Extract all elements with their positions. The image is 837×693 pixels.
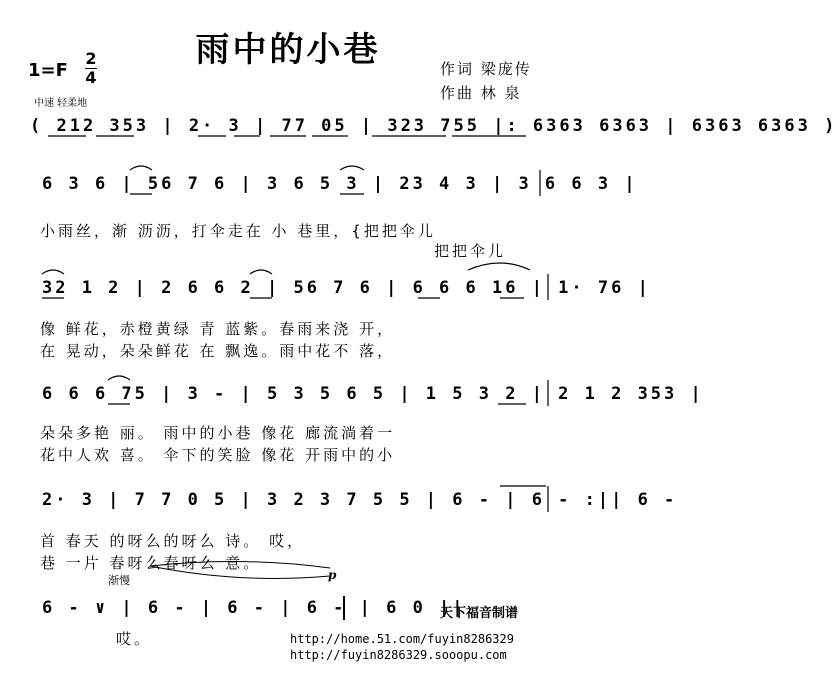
row2-lyrics-verse1: 像 鲜花，赤橙黄绿 青 蓝紫。春雨来浇 开， (40, 320, 396, 338)
row3-notes: 6 6 6 75 | 3 - | 5 3 5 6 5 | 1 5 3 2 | 2 1 2 353 | (42, 384, 704, 404)
row1-notes: 6 3 6 | 56 7 6 | 3 6 5 3 | 23 4 3 | 3 6 6 3 | (42, 174, 638, 194)
footer-url-2[interactable]: http://fuyin8286329.sooopu.com (290, 648, 507, 662)
key-signature: 1=F (28, 60, 68, 81)
footer-url-1[interactable]: http://home.51.com/fuyin8286329 (290, 632, 514, 646)
row4-marks (500, 486, 548, 512)
row2-lyrics-verse2: 在 晃动，朵朵鲜花 在 飘逸。雨中花不 落， (40, 342, 396, 360)
ritard-hairpin (150, 561, 330, 578)
row5-notes: 6 - ∨ | 6 - | 6 - | 6 - | 6 0 || (42, 598, 466, 618)
row4-notes: 2· 3 | 7 7 0 5 | 3 2 3 7 5 5 | 6 - | 6 - :|| 6 - (42, 490, 678, 510)
row3-marks (108, 376, 548, 406)
brand-label: 天下福音制谱 (440, 606, 519, 621)
ritard-marking: 渐慢 (108, 574, 130, 587)
lyricist-credit: 作词 梁庞传 (440, 60, 532, 78)
song-title: 雨中的小巷 (195, 30, 381, 70)
composer-credit: 作曲 林 泉 (440, 84, 522, 102)
row2-marks (42, 263, 548, 300)
row1-lyrics-verse1: 小雨丝，渐 沥沥，打伞走在 小 巷里，{把把伞儿 (40, 222, 436, 240)
row2-notes: 32 1 2 | 2 6 6 2 | 56 7 6 | 6 6 6 16 | 1· 76 | (42, 278, 651, 298)
time-signature-top: 2 (85, 49, 97, 68)
row3-lyrics-verse1: 朵朵多艳 丽。 雨中的小巷 像花 廊流淌着一 (40, 424, 396, 442)
dynamic-marking: p (328, 568, 337, 582)
row1-marks (130, 166, 540, 196)
row3-lyrics-verse2: 花中人欢 喜。 伞下的笑脸 像花 开雨中的小 (40, 446, 396, 464)
tempo-marking: 中速 轻柔地 (34, 98, 88, 109)
time-signature-bottom: 4 (85, 68, 97, 87)
row4-lyrics-verse1: 首 春天 的呀么的呀么 诗。 哎， (40, 532, 306, 550)
row5-lyrics: 哎。 (116, 630, 153, 648)
row4-lyrics-verse2: 巷 一片 春呀么春呀么 意。 (40, 554, 262, 572)
row1-lyrics-verse2: 把把伞儿 (434, 242, 507, 260)
intro-notes: ( 212 353 | 2· 3 | 77 05 | 323 755 |: 6363 6363 | 6363 6363 ) (30, 116, 837, 136)
